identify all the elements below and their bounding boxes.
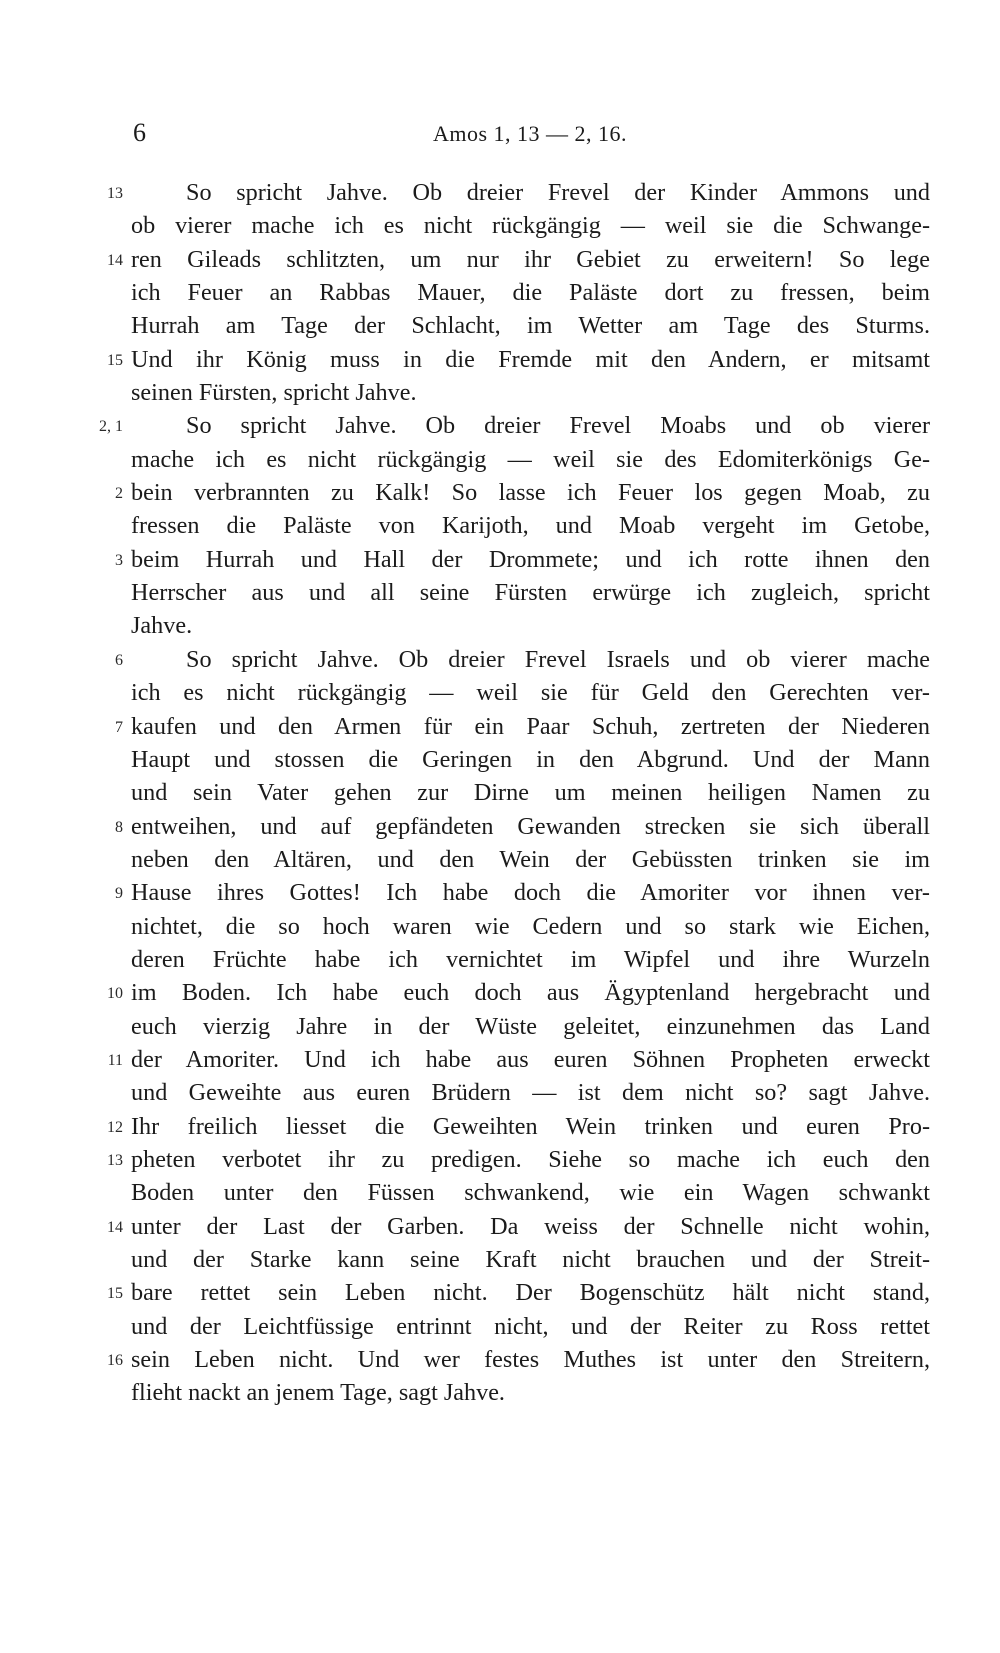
line-text: und sein Vater gehen zur Dirne um meinen heiligen Namen zu	[131, 779, 930, 807]
line-text: fressen die Paläste von Karijoth, und Moab vergeht im Getobe,	[131, 512, 930, 540]
verse-number: 14	[107, 251, 123, 269]
line-text: Haupt und stossen die Geringen in den Abgrund. Und der Mann	[131, 745, 930, 773]
line-text: ich Feuer an Rabbas Mauer, die Paläste dort zu fressen, beim	[131, 279, 930, 307]
verse-number: 16	[107, 1352, 123, 1370]
line-text: und der Starke kann seine Kraft nicht brauchen und der Streit-	[131, 1246, 930, 1273]
line-text: mache ich es nicht rückgängig — weil sie des Edomiterkönigs Ge-	[131, 445, 930, 473]
line-text: So spricht Jahve. Ob dreier Frevel der Kinder Ammons und	[186, 179, 930, 206]
text-line	[99, 409, 930, 442]
verse-number: 2	[115, 485, 123, 503]
line-text: Und ihr König muss in die Fremde mit den Andern, er mitsamt	[131, 345, 930, 373]
line-text: sein Leben nicht. Und wer festes Muthes ist unter den Streitern,	[131, 1346, 930, 1374]
line-text: seinen Fürsten, spricht Jahve.	[131, 379, 417, 407]
text-line	[107, 1110, 930, 1143]
text-line	[115, 643, 930, 676]
text-line	[131, 309, 930, 342]
text-line	[131, 1076, 930, 1109]
verse-number: 2, 1	[99, 418, 123, 436]
text-line	[115, 876, 930, 909]
text-line	[131, 843, 930, 876]
line-text: ren Gileads schlitzten, um nur ihr Gebiet zu erweitern! So lege	[131, 245, 930, 273]
text-line	[131, 509, 930, 542]
text-line	[131, 376, 930, 409]
text-line	[131, 276, 930, 309]
text-line	[115, 710, 930, 743]
verse-number: 3	[115, 551, 123, 569]
line-text: kaufen und den Armen für ein Paar Schuh, zertreten der Niederen	[131, 712, 930, 740]
line-text: So spricht Jahve. Ob dreier Frevel Moabs und ob vierer	[186, 412, 930, 440]
line-text: So spricht Jahve. Ob dreier Frevel Israels und ob vierer mache	[186, 645, 930, 673]
text-line	[115, 476, 930, 509]
text-line	[115, 810, 930, 843]
text-line	[115, 543, 930, 576]
text-line	[131, 776, 930, 809]
line-text: bein verbrannten zu Kalk! So lasse ich Feuer los gegen Moab, zu	[131, 479, 930, 507]
running-head: Amos 1, 13 — 2, 16.	[433, 121, 628, 146]
page-number: 6	[133, 118, 146, 147]
verse-number: 10	[107, 985, 123, 1003]
line-text: entweihen, und auf gepfändeten Gewanden strecken sie sich überall	[131, 812, 930, 840]
text-line	[107, 1210, 930, 1243]
text-line	[131, 1243, 930, 1276]
verse-number: 12	[107, 1118, 123, 1136]
line-text: beim Hurrah und Hall der Drommete; und ich rotte ihnen den	[131, 545, 930, 573]
line-text: flieht nackt an jenem Tage, sagt Jahve.	[131, 1379, 505, 1407]
text-line	[131, 576, 930, 609]
line-text: Herrscher aus und all seine Fürsten erwürge ich zugleich, spricht	[131, 579, 930, 607]
verse-number: 7	[115, 718, 123, 736]
text-line	[131, 1176, 930, 1209]
line-text: im Boden. Ich habe euch doch aus Ägyptenland hergebracht und	[131, 979, 930, 1007]
line-text: ob vierer mache ich es nicht rückgängig — weil sie die Schwange-	[131, 212, 930, 240]
line-text: nichtet, die so hoch waren wie Cedern und so stark wie Eichen,	[131, 912, 930, 940]
text-line	[107, 176, 930, 209]
text-line	[107, 1276, 930, 1309]
line-text: Hause ihres Gottes! Ich habe doch die Amoriter vor ihnen ver-	[131, 879, 930, 907]
line-text: Boden unter den Füssen schwankend, wie ein Wagen schwankt	[131, 1179, 930, 1207]
verse-number: 13	[107, 185, 123, 202]
text-line	[107, 1043, 930, 1076]
verse-number: 6	[115, 651, 123, 669]
text-line	[131, 609, 930, 642]
verse-number: 13	[107, 1151, 123, 1169]
line-text: pheten verbotet ihr zu predigen. Siehe so mache ich euch den	[131, 1145, 930, 1173]
line-text: der Amoriter. Und ich habe aus euren Söhnen Propheten erweckt	[131, 1045, 930, 1073]
line-text: deren Früchte habe ich vernichtet im Wipfel und ihre Wurzeln	[131, 945, 930, 973]
text-line	[107, 343, 930, 376]
verse-number: 14	[107, 1218, 123, 1236]
text-line	[131, 676, 930, 709]
verse-number: 15	[107, 1285, 123, 1303]
line-text: Jahve.	[131, 612, 193, 640]
text-line	[107, 1343, 930, 1376]
text-line	[107, 243, 930, 276]
verse-number: 9	[115, 885, 123, 903]
body-text	[99, 176, 930, 1410]
line-text: euch vierzig Jahre in der Wüste geleitet, einzunehmen das Land	[131, 1012, 930, 1040]
text-line	[131, 943, 930, 976]
line-text: und der Leichtfüssige entrinnt nicht, und der Reiter zu Ross rettet	[131, 1312, 930, 1340]
text-line	[131, 209, 930, 242]
text-line	[131, 743, 930, 776]
text-line	[107, 976, 930, 1009]
line-text: bare rettet sein Leben nicht. Der Bogenschütz hält nicht stand,	[131, 1279, 930, 1307]
line-text: unter der Last der Garben. Da weiss der Schnelle nicht wohin,	[131, 1212, 930, 1240]
text-line	[131, 910, 930, 943]
verse-number: 11	[107, 1051, 123, 1069]
line-text: neben den Altären, und den Wein der Gebüssten trinken sie im	[131, 845, 930, 873]
line-text: ich es nicht rückgängig — weil sie für Geld den Gerechten ver-	[131, 679, 930, 707]
verse-number: 15	[107, 351, 123, 369]
text-line	[131, 1376, 930, 1409]
line-text: Hurrah am Tage der Schlacht, im Wetter am Tage des Sturms.	[131, 312, 930, 340]
text-line	[131, 1310, 930, 1343]
line-text: Ihr freilich liesset die Geweihten Wein trinken und euren Pro-	[131, 1112, 930, 1140]
text-line	[131, 443, 930, 476]
verse-number: 8	[115, 818, 123, 836]
text-line	[107, 1143, 930, 1176]
text-line	[131, 1010, 930, 1043]
line-text: und Geweihte aus euren Brüdern — ist dem nicht so? sagt Jahve.	[131, 1079, 930, 1107]
